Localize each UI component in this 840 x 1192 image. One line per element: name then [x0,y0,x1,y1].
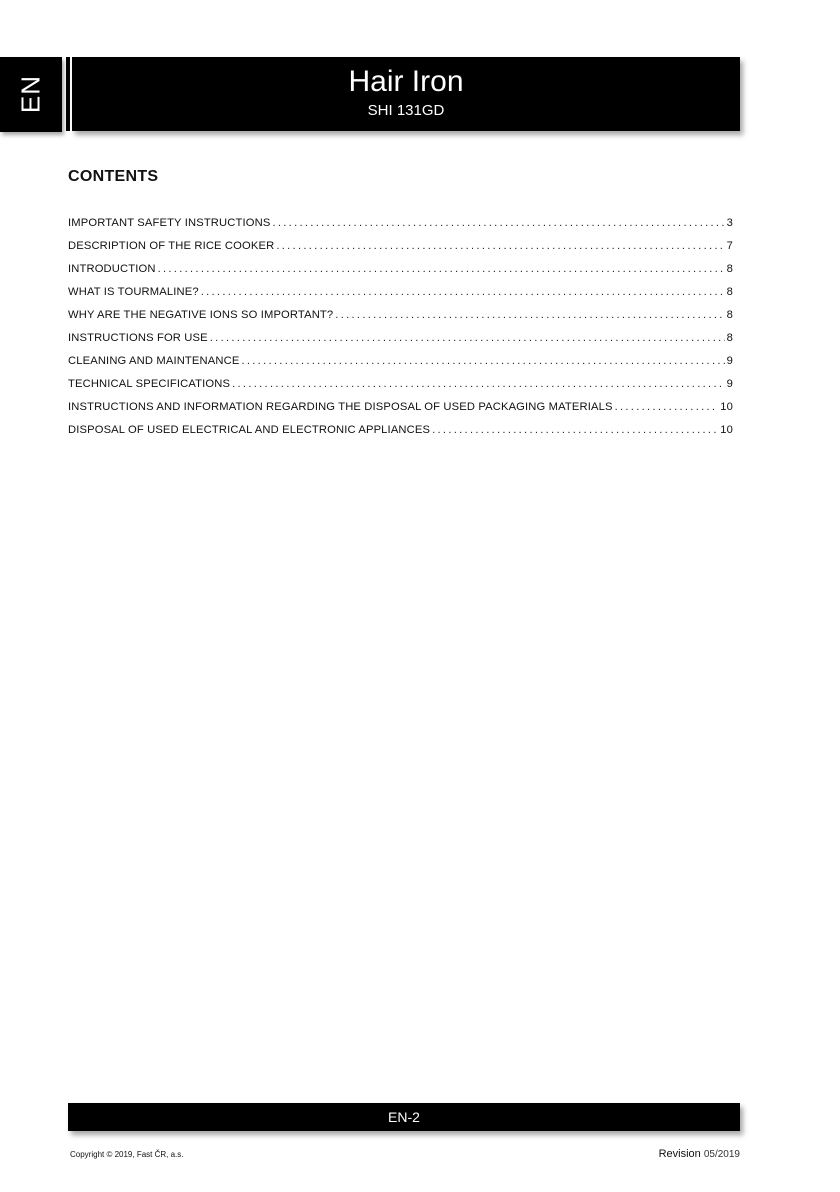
toc-item[interactable] [68,422,733,445]
toc-item[interactable] [68,376,733,399]
toc-leader-dots [615,399,719,415]
toc-item-page[interactable]: 8 [726,263,733,275]
toc-item-page[interactable]: 10 [720,424,733,436]
toc-leader-dots [276,238,724,254]
header-divider [66,57,70,131]
revision-label: Revision [658,1148,701,1160]
toc-item-label[interactable]: DESCRIPTION OF THE RICE COOKER [68,240,275,252]
toc-item-label[interactable]: WHAT IS TOURMALINE? [68,286,199,298]
document-header [72,57,740,131]
toc-item-label[interactable]: IMPORTANT SAFETY INSTRUCTIONS [68,217,271,229]
revision-info [659,1148,740,1160]
toc-item-page[interactable]: 3 [726,217,733,229]
toc-item-page[interactable]: 10 [720,401,733,413]
toc-item[interactable] [68,215,733,238]
revision-date: 05/2019 [703,1149,740,1160]
page-number: EN-2 [388,1109,420,1125]
toc-leader-dots [232,376,725,392]
toc-item-label[interactable]: INSTRUCTIONS AND INFORMATION REGARDING THE DISPOSAL OF USED PACKAGING MATERIALS [68,401,613,413]
page-number-bar [68,1103,740,1131]
toc-item-label[interactable]: TECHNICAL SPECIFICATIONS [68,378,231,390]
toc-leader-dots [241,353,724,369]
toc-item[interactable] [68,353,733,376]
toc-item[interactable] [68,261,733,284]
toc-leader-dots [210,330,725,346]
toc-item[interactable] [68,399,733,422]
toc-item[interactable] [68,284,733,307]
toc-leader-dots [335,307,724,323]
toc-item-label[interactable]: INTRODUCTION [68,263,156,275]
model-number: SHI 131GD [367,102,445,119]
language-code: EN [15,74,46,114]
document-title: Hair Iron [348,65,464,98]
contents-heading: CONTENTS [68,168,159,185]
toc-item[interactable] [68,330,733,353]
toc-item-label[interactable]: INSTRUCTIONS FOR USE [68,332,208,344]
toc-item-page[interactable]: 8 [726,286,733,298]
table-of-contents [68,215,733,445]
toc-leader-dots [272,215,724,231]
toc-item-page[interactable]: 8 [726,332,733,344]
toc-item-label[interactable]: WHY ARE THE NEGATIVE IONS SO IMPORTANT? [68,309,334,321]
toc-item[interactable] [68,238,733,261]
toc-item-label[interactable]: DISPOSAL OF USED ELECTRICAL AND ELECTRONIC APPLIANCES [68,424,431,436]
toc-leader-dots [432,422,718,438]
language-tab [0,57,62,132]
toc-leader-dots [158,261,725,277]
toc-item-page[interactable]: 9 [726,355,733,367]
toc-leader-dots [201,284,725,300]
toc-item-page[interactable]: 9 [726,378,733,390]
toc-item-page[interactable]: 8 [726,309,733,321]
toc-item-label[interactable]: CLEANING AND MAINTENANCE [68,355,240,367]
toc-item-page[interactable]: 7 [726,240,733,252]
copyright-notice: Copyright © 2019, Fast ČR, a.s. [70,1150,184,1159]
toc-item[interactable] [68,307,733,330]
